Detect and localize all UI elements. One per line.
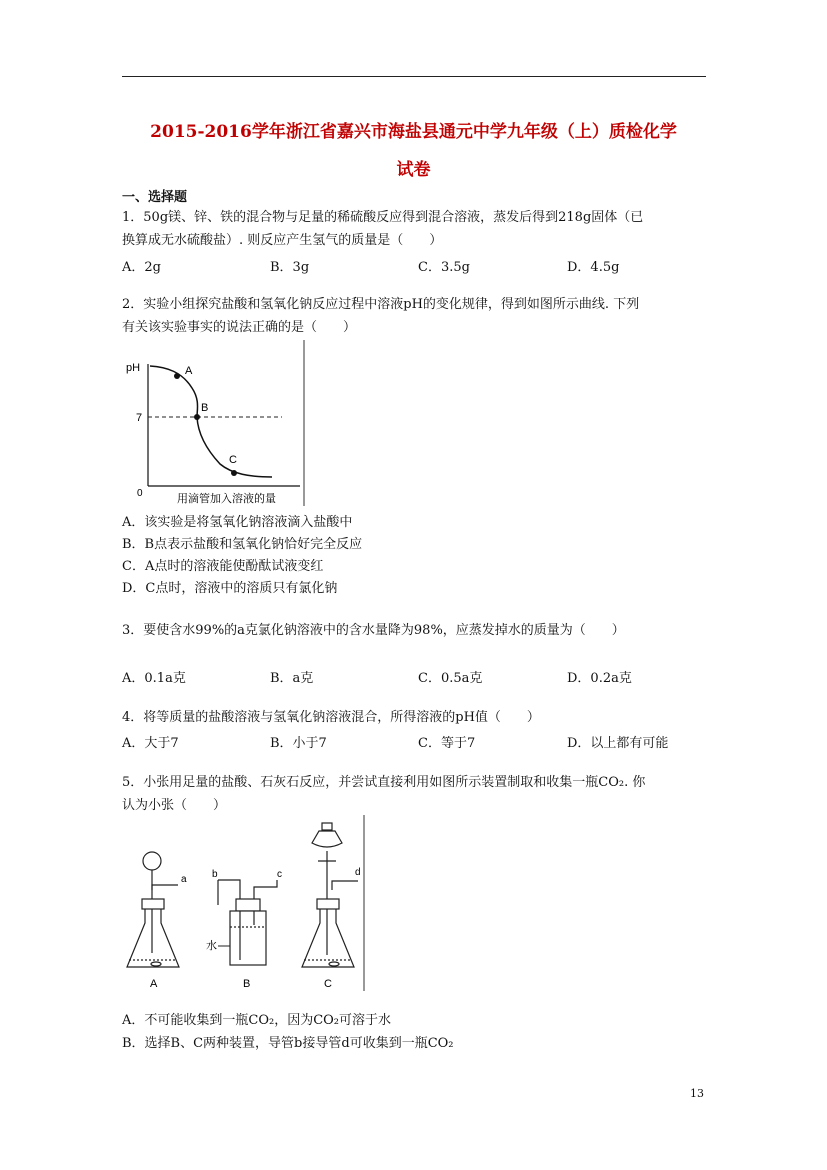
q3-option-c: C．0.5a克 [418, 671, 483, 686]
water-label: 水 [206, 940, 217, 952]
tube-label-d: d [355, 867, 361, 878]
y-axis-label: pH [126, 362, 141, 374]
q5-stem-line1: 5．小张用足量的盐酸、石灰石反应，并尝试直接利用如图所示装置制取和收集一瓶CO₂. 你 [122, 775, 646, 790]
point-c-marker [231, 470, 237, 476]
page-title-line2: 试卷 [396, 160, 431, 180]
q5-stem-line2: 认为小张（ ） [122, 798, 227, 813]
q1-option-d: D．4.5g [567, 260, 620, 275]
apparatus-label-b: B [243, 978, 251, 990]
q2-stem-line1: 2．实验小组探究盐酸和氢氧化钠反应过程中溶液pH的变化规律，得到如图所示曲线. 下列 [122, 297, 640, 312]
q1-option-c: C．3.5g [418, 260, 470, 275]
apparatus-b [218, 880, 277, 965]
x-axis-label: 用滴管加入溶液的量 [177, 493, 276, 505]
gas-apparatus-figure [122, 815, 370, 995]
section-heading: 一、选择题 [122, 190, 188, 205]
q2-option-d: D．C点时，溶液中的溶质只有氯化钠 [122, 581, 338, 596]
q4-option-b: B．小于7 [270, 736, 327, 751]
q3-stem: 3．要使含水99%的a克氯化钠溶液中的含水量降为98%，应蒸发掉水的质量为（ ） [122, 623, 625, 638]
q4-option-c: C．等于7 [418, 736, 476, 751]
header-rule [122, 76, 706, 77]
q5-option-b: B．选择B、C两种装置，导管b接导管d可收集到一瓶CO₂ [122, 1036, 454, 1051]
origin-label: 0 [137, 488, 143, 499]
q2-option-a: A．该实验是将氢氧化钠溶液滴入盐酸中 [122, 515, 353, 530]
q3-option-a: A．0.1a克 [122, 671, 186, 686]
tube-label-c: c [277, 869, 282, 880]
ph-curve [150, 366, 272, 477]
q1-option-a: A．2g [122, 260, 161, 275]
q1-stem-line1: 1．50g镁、锌、铁的混合物与足量的稀硫酸反应得到混合溶液，蒸发后得到218g固体（已 [122, 210, 644, 225]
tube-label-b: b [212, 869, 218, 880]
q3-option-d: D．0.2a克 [567, 671, 632, 686]
q1-option-b: B．3g [270, 260, 310, 275]
y-tick-7: 7 [136, 412, 143, 424]
q2-option-c: C．A点时的溶液能使酚酞试液变红 [122, 559, 324, 574]
q1-stem-line2: 换算成无水硫酸盐）. 则反应产生氢气的质量是（ ） [122, 233, 443, 248]
q2-option-b: B．B点表示盐酸和氢氧化钠恰好完全反应 [122, 537, 363, 552]
page-number: 13 [690, 1087, 704, 1100]
tube-label-a: a [181, 874, 187, 885]
q5-option-a: A．不可能收集到一瓶CO₂，因为CO₂可溶于水 [122, 1013, 392, 1028]
point-a-label: A [185, 365, 193, 377]
point-b-marker [194, 414, 200, 420]
q4-stem: 4．将等质量的盐酸溶液与氢氧化钠溶液混合，所得溶液的pH值（ ） [122, 710, 540, 725]
q4-option-a: A．大于7 [122, 736, 179, 751]
q4-option-d: D．以上都有可能 [567, 736, 669, 751]
apparatus-c [302, 823, 358, 967]
apparatus-a [127, 852, 179, 967]
point-a-marker [174, 373, 180, 379]
ph-curve-figure [122, 340, 310, 510]
apparatus-label-a: A [150, 978, 158, 990]
q2-stem-line2: 有关该实验事实的说法正确的是（ ） [122, 320, 357, 335]
page-title-line1: 2015-2016学年浙江省嘉兴市海盐县通元中学九年级（上）质检化学 [150, 122, 677, 142]
apparatus-label-c: C [324, 978, 332, 990]
point-c-label: C [229, 454, 237, 466]
point-b-label: B [201, 402, 209, 414]
q3-option-b: B．a克 [270, 671, 314, 686]
